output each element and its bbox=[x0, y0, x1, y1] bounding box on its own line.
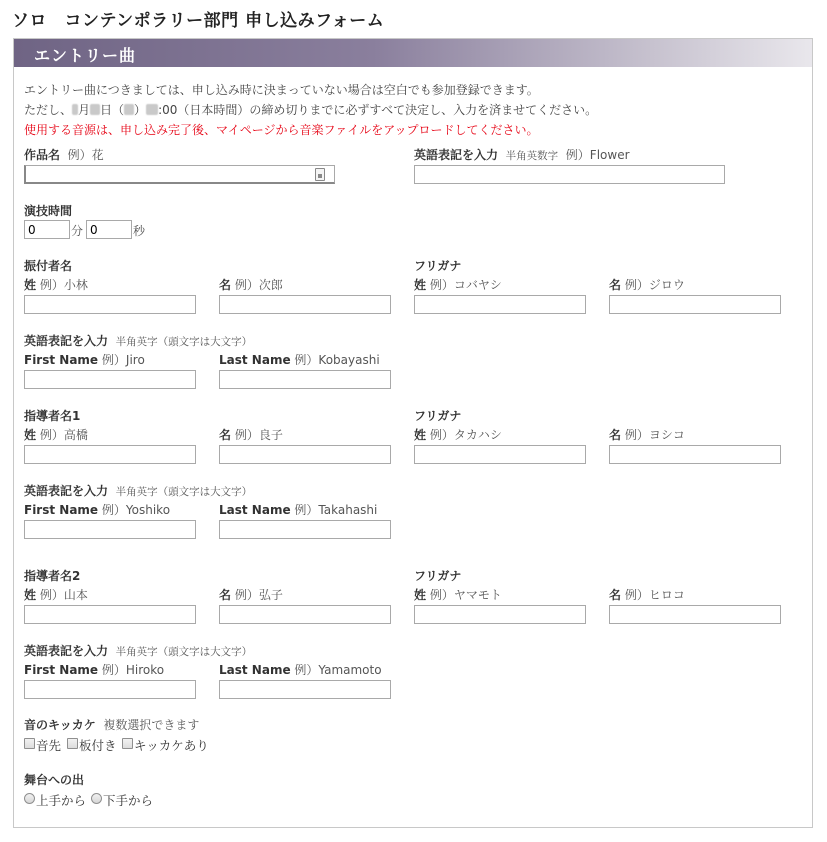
work-en-input[interactable] bbox=[414, 165, 725, 184]
entrance-option-2-label[interactable]: 下手から bbox=[103, 793, 154, 808]
entrance-option-1-label[interactable]: 上手から bbox=[36, 793, 87, 808]
cue-option-2-checkbox[interactable] bbox=[67, 738, 78, 749]
entrance-option-1-radio[interactable] bbox=[24, 793, 35, 804]
choreographer-label: 振付者名 bbox=[24, 259, 73, 273]
choreographer-mei-kana-input[interactable] bbox=[609, 295, 781, 314]
instructor2-mei-kana-input[interactable] bbox=[609, 605, 781, 624]
section-header bbox=[14, 39, 812, 67]
instructor1-furigana-label: フリガナ bbox=[414, 409, 462, 423]
instructor1-label: 指導者名1 bbox=[24, 409, 81, 423]
cue-option-1-checkbox[interactable] bbox=[24, 738, 35, 749]
keyboard-icon bbox=[315, 168, 325, 181]
entry-panel bbox=[13, 38, 813, 828]
page-title: ソロ コンテンポラリー部門 申し込みフォーム bbox=[12, 11, 385, 31]
instructor1-mei-label: 名 例）良子 bbox=[219, 428, 283, 442]
instructor2-sei-kana-input[interactable] bbox=[414, 605, 586, 624]
instructor2-sei-kana-label: 姓 例）ヤマモト bbox=[414, 588, 502, 602]
seconds-input[interactable] bbox=[86, 220, 132, 239]
choreographer-mei-input[interactable] bbox=[219, 295, 391, 314]
instructor2-mei-label: 名 例）弘子 bbox=[219, 588, 283, 602]
instructor1-sei-kana-label: 姓 例）タカハシ bbox=[414, 428, 502, 442]
instructor2-last-input[interactable] bbox=[219, 680, 391, 699]
instructor2-first-input[interactable] bbox=[24, 680, 196, 699]
seconds-unit: 秒 bbox=[133, 224, 146, 238]
cue-option-1-label[interactable]: 音先 bbox=[36, 738, 62, 753]
choreographer-furigana-label: フリガナ bbox=[414, 259, 462, 273]
instructor2-en-label: 英語表記を入力 半角英字（頭文字は大文字） bbox=[24, 644, 253, 658]
instructor1-sei-input[interactable] bbox=[24, 445, 196, 464]
choreographer-sei-input[interactable] bbox=[24, 295, 196, 314]
instructor2-sei-input[interactable] bbox=[24, 605, 196, 624]
minutes-input[interactable] bbox=[24, 220, 70, 239]
minutes-unit: 分 bbox=[71, 224, 84, 238]
instructor1-first-label: First Name 例）Yoshiko bbox=[24, 503, 171, 517]
instructor1-first-input[interactable] bbox=[24, 520, 196, 539]
instructor2-label: 指導者名2 bbox=[24, 569, 81, 583]
choreographer-last-input[interactable] bbox=[219, 370, 391, 389]
instructor1-mei-input[interactable] bbox=[219, 445, 391, 464]
entrance-option-2-radio[interactable] bbox=[91, 793, 102, 804]
instructor2-mei-input[interactable] bbox=[219, 605, 391, 624]
choreographer-first-label: First Name 例）Jiro bbox=[24, 353, 145, 367]
instructor2-last-label: Last Name 例）Yamamoto bbox=[219, 663, 382, 677]
work-en-label: 英語表記を入力 半角英数字 例）Flower bbox=[414, 148, 630, 162]
entrance-label: 舞台への出 bbox=[24, 773, 85, 787]
work-title-label: 作品名 例）花 bbox=[24, 148, 104, 162]
instructor1-sei-label: 姓 例）高橋 bbox=[24, 428, 88, 442]
instructor1-mei-kana-input[interactable] bbox=[609, 445, 781, 464]
intro-line-1: エントリー曲につきましては、申し込み時に決まっていない場合は空白でも参加登録できます。 bbox=[24, 83, 539, 97]
instructor2-mei-kana-label: 名 例）ヒロコ bbox=[609, 588, 685, 602]
instructor2-sei-label: 姓 例）山本 bbox=[24, 588, 88, 602]
work-title-input[interactable] bbox=[24, 165, 335, 184]
cue-label: 音のキッカケ 複数選択できます bbox=[24, 718, 200, 732]
duration-label: 演技時間 bbox=[24, 204, 73, 218]
instructor1-mei-kana-label: 名 例）ヨシコ bbox=[609, 428, 685, 442]
choreographer-mei-label: 名 例）次郎 bbox=[219, 278, 283, 292]
cue-option-3-checkbox[interactable] bbox=[122, 738, 133, 749]
choreographer-mei-kana-label: 名 例）ジロウ bbox=[609, 278, 685, 292]
choreographer-en-label: 英語表記を入力 半角英字（頭文字は大文字） bbox=[24, 334, 253, 348]
cue-option-3-label[interactable]: キッカケあり bbox=[134, 738, 209, 753]
section-title: エントリー曲 bbox=[34, 46, 137, 65]
choreographer-last-label: Last Name 例）Kobayashi bbox=[219, 353, 380, 367]
intro-line-3: 使用する音源は、申し込み完了後、マイページから音楽ファイルをアップロードしてください。 bbox=[24, 123, 539, 137]
cue-option-2-label[interactable]: 板付き bbox=[79, 738, 117, 753]
intro-line-2: ただし、 月 日（ ） :00（日本時間）の締め切りまでに必ずすべて決定し、入力を済ませてください。 bbox=[24, 103, 598, 117]
choreographer-sei-label: 姓 例）小林 bbox=[24, 278, 88, 292]
instructor1-last-label: Last Name 例）Takahashi bbox=[219, 503, 378, 517]
instructor1-en-label: 英語表記を入力 半角英字（頭文字は大文字） bbox=[24, 484, 253, 498]
choreographer-first-input[interactable] bbox=[24, 370, 196, 389]
choreographer-sei-kana-input[interactable] bbox=[414, 295, 586, 314]
instructor2-furigana-label: フリガナ bbox=[414, 569, 462, 583]
choreographer-sei-kana-label: 姓 例）コバヤシ bbox=[414, 278, 502, 292]
instructor2-first-label: First Name 例）Hiroko bbox=[24, 663, 165, 677]
instructor1-last-input[interactable] bbox=[219, 520, 391, 539]
instructor1-sei-kana-input[interactable] bbox=[414, 445, 586, 464]
